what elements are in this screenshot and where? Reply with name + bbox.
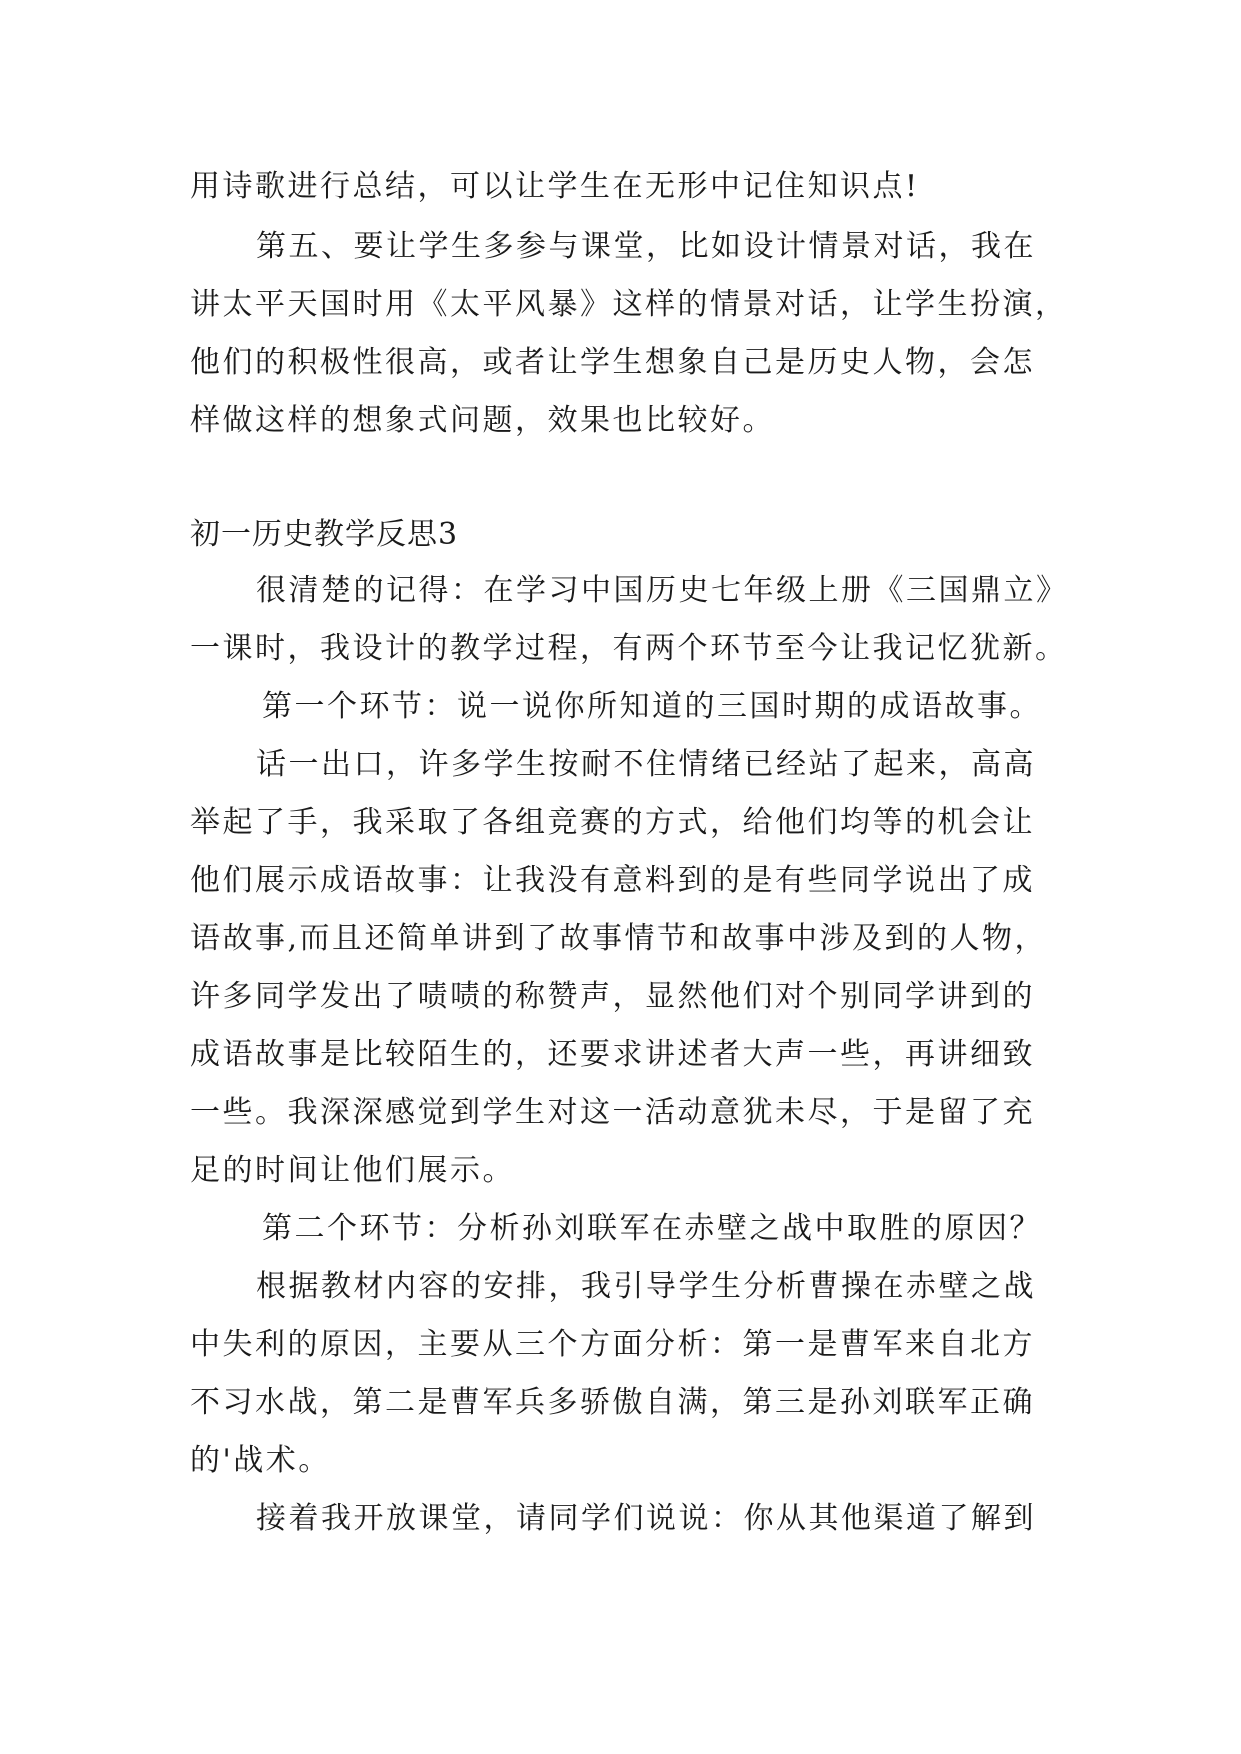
text-line-20: 不习水战，第二是曹军兵多骄傲自满，第三是孙刘联军正确 [190,1385,1035,1420]
text-line-21: 的'战术。 [190,1443,331,1478]
text-line-12: 语故事,而且还简单讲到了故事情节和故事中涉及到的人物， [190,921,1048,956]
text-line-16: 足的时间让他们展示。 [190,1153,515,1188]
text-line-10: 举起了手，我采取了各组竞赛的方式，给他们均等的机会让 [190,805,1035,840]
text-line-19: 中失利的原因，主要从三个方面分析：第一是曹军来自北方 [190,1327,1035,1362]
section-heading: 初一历史教学反思3 [190,517,459,552]
text-line-9: 话一出口，许多学生按耐不住情绪已经站了起来，高高 [256,747,1036,782]
text-line-11: 他们展示成语故事：让我没有意料到的是有些同学说出了成 [190,863,1035,898]
text-line-2: 第五、要让学生多参与课堂，比如设计情景对话，我在 [256,229,1036,264]
text-line-8: 第一个环节：说一说你所知道的三国时期的成语故事。 [262,689,1042,724]
text-line-13: 许多同学发出了啧啧的称赞声，显然他们对个别同学讲到的 [190,979,1035,1014]
text-line-17: 第二个环节：分析孙刘联军在赤壁之战中取胜的原因？ [262,1211,1042,1246]
text-line-7: 一课时，我设计的教学过程，有两个环节至今让我记忆犹新。 [190,631,1068,666]
text-line-4: 他们的积极性很高，或者让学生想象自己是历史人物，会怎 [190,345,1035,380]
text-line-15: 一些。我深深感觉到学生对这一活动意犹未尽，于是留了充 [190,1095,1035,1130]
text-line-14: 成语故事是比较陌生的，还要求讲述者大声一些，再讲细致 [190,1037,1035,1072]
text-line-3: 讲太平天国时用《太平风暴》这样的情景对话，让学生扮演， [190,287,1068,322]
text-line-5: 样做这样的想象式问题，效果也比较好。 [190,403,775,438]
text-line-6: 很清楚的记得：在学习中国历史七年级上册《三国鼎立》 [256,573,1069,608]
text-line-22: 接着我开放课堂，请同学们说说：你从其他渠道了解到 [256,1501,1036,1536]
text-line-18: 根据教材内容的安排，我引导学生分析曹操在赤壁之战 [256,1269,1036,1304]
text-line-1: 用诗歌进行总结，可以让学生在无形中记住知识点! [190,169,920,204]
